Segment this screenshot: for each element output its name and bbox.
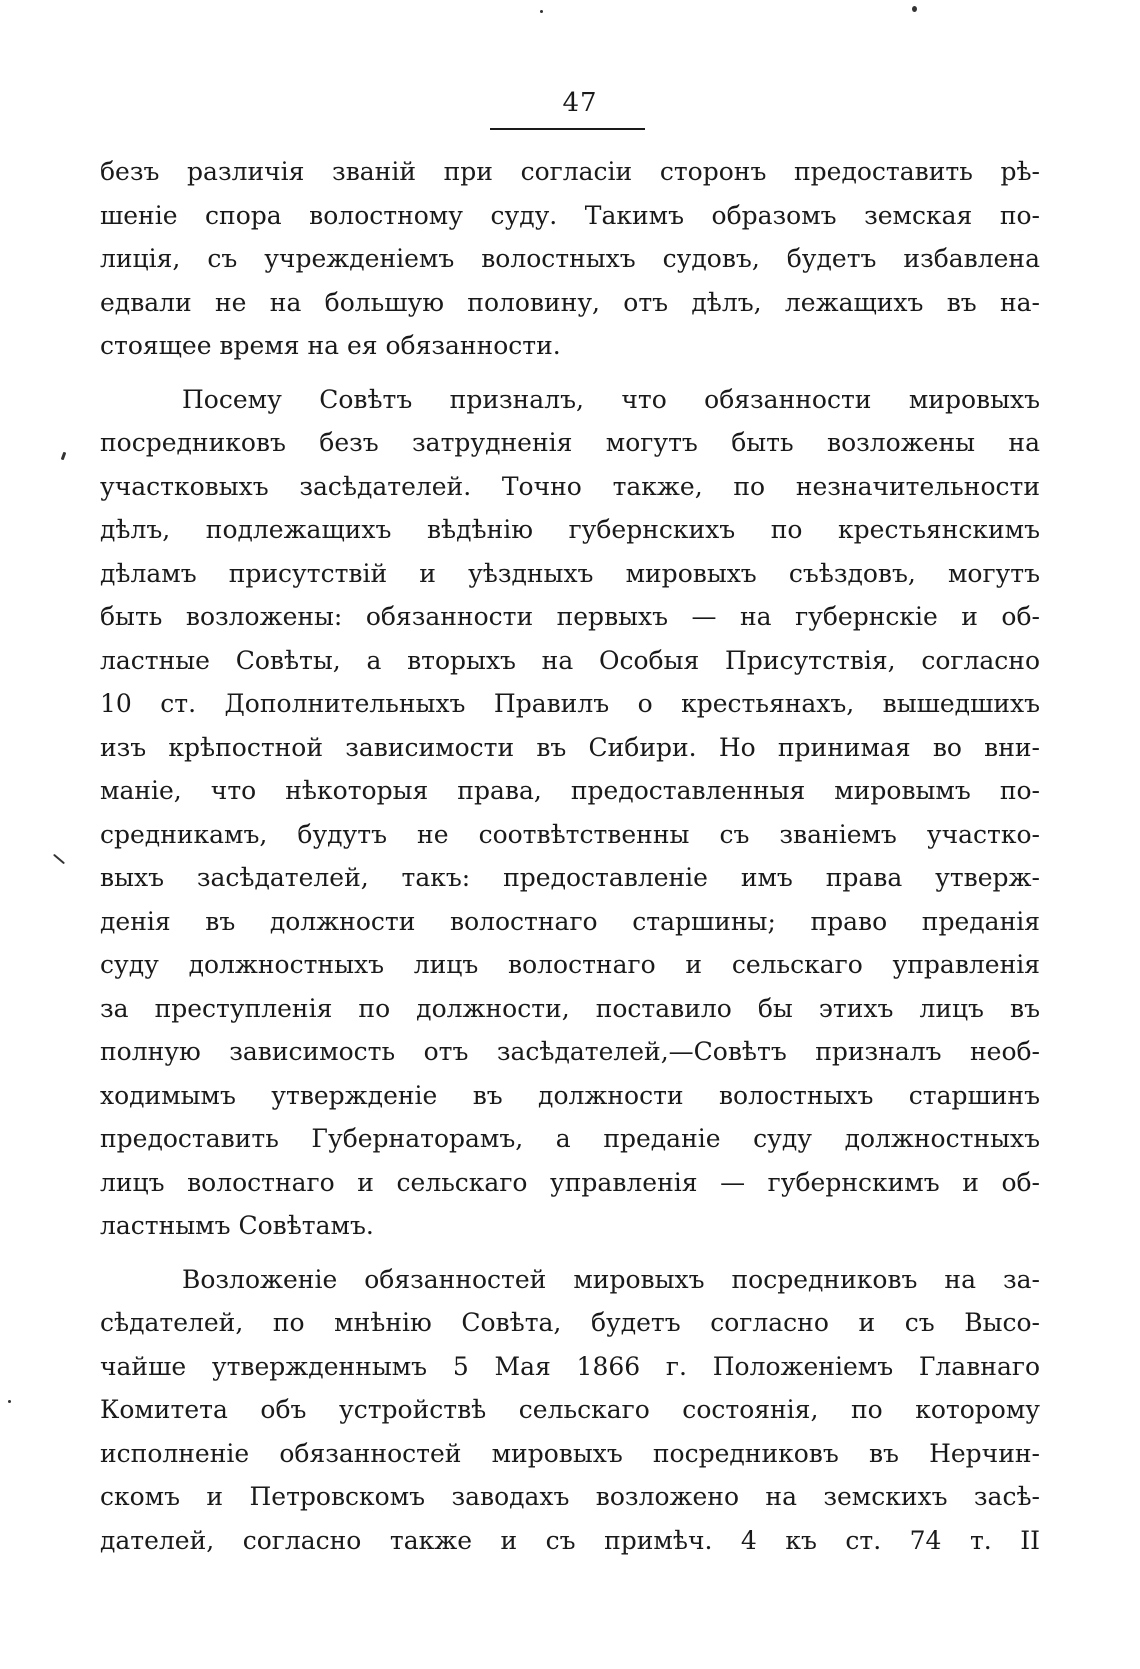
text-line: скомъ и Петровскомъ заводахъ возложено на земскихъ засѣ-: [100, 1482, 1040, 1511]
text-line: 10 ст. Дополнительныхъ Правилъ о крестьянахъ, вышедшихъ: [100, 689, 1040, 718]
text-line: дателей, согласно также и съ примѣч. 4 къ ст. 74 т. II: [100, 1525, 1040, 1555]
print-speck: [540, 10, 543, 13]
text-line: маніе, что нѣкоторыя права, предоставленныя мировымъ по-: [100, 776, 1040, 805]
text-line: стоящее время на ея обязанности.: [100, 331, 561, 360]
text-line: ходимымъ утвержденіе въ должности волостныхъ старшинъ: [100, 1080, 1040, 1110]
text-line: суду должностныхъ лицъ волостнаго и сельскаго управленія: [100, 950, 1040, 979]
paragraph: [100, 1258, 1040, 1563]
paragraph-gap: [100, 1248, 1040, 1258]
page-number: 47: [562, 88, 598, 118]
text-line: ластнымъ Совѣтамъ.: [100, 1211, 374, 1240]
text-line: ластные Совѣты, а вторыхъ на Особыя Присутствія, согласно: [100, 645, 1040, 675]
text-line: Возложеніе обязанностей мировыхъ посредниковъ на за-: [182, 1264, 1040, 1294]
text-line: шеніе спора волостному суду. Такимъ образомъ земская по-: [100, 200, 1040, 230]
text-line: сѣдателей, по мнѣнію Совѣта, будетъ согласно и съ Высо-: [100, 1308, 1040, 1337]
print-speck: [8, 1400, 11, 1403]
text-line: дѣлъ, подлежащихъ вѣдѣнію губернскихъ по крестьянскимъ: [100, 515, 1040, 544]
text-line: безъ различія званій при согласіи сторонъ предоставить рѣ-: [100, 157, 1040, 186]
print-speck: [912, 6, 917, 12]
text-line: посредниковъ безъ затрудненія могутъ быть возложены на: [100, 428, 1040, 457]
paragraph-gap: [100, 368, 1040, 378]
text-line: предоставить Губернаторамъ, а преданіе суду должностныхъ: [100, 1124, 1040, 1153]
text-line: за преступленія по должности, поставило бы этихъ лицъ въ: [100, 993, 1040, 1023]
text-line: средникамъ, будутъ не соотвѣтственны съ званіемъ участко-: [100, 819, 1040, 849]
text-line: дѣламъ присутствій и уѣздныхъ мировыхъ съѣздовъ, могутъ: [100, 558, 1040, 588]
text-line: едвали не на большую половину, отъ дѣлъ, лежащихъ въ на-: [100, 287, 1040, 317]
paragraph: [100, 150, 1040, 368]
text-line: денія въ должности волостнаго старшины; право преданія: [100, 906, 1040, 936]
print-speck: [53, 854, 65, 865]
text-line: выхъ засѣдателей, такъ: предоставленіе имъ права утверж-: [100, 863, 1040, 892]
text-line: лицъ волостнаго и сельскаго управленія — губернскимъ и об-: [100, 1167, 1040, 1197]
text-line: участковыхъ засѣдателей. Точно также, по незначительности: [100, 471, 1040, 501]
print-speck: [61, 452, 67, 461]
text-line: Посему Совѣтъ призналъ, что обязанности мировыхъ: [182, 384, 1040, 414]
text-line: изъ крѣпостной зависимости въ Сибири. Но принимая во вни-: [100, 732, 1040, 762]
text-line: быть возложены: обязанности первыхъ — на губернскіе и об-: [100, 602, 1040, 631]
body-text: [100, 150, 1040, 1562]
text-line: Комитета объ устройствѣ сельскаго состоянія, по которому: [100, 1395, 1040, 1424]
text-line: лицiя, съ учрежденiемъ волостныхъ судовъ, будетъ избавлена: [100, 244, 1040, 273]
text-line: чайше утвержденнымъ 5 Мая 1866 г. Положеніемъ Главнаго: [100, 1351, 1040, 1381]
text-line: полную зависимость отъ засѣдателей,—Совѣтъ призналъ необ-: [100, 1037, 1040, 1066]
text-line: исполненіе обязанностей мировыхъ посредниковъ въ Нерчин-: [100, 1438, 1040, 1468]
header-rule: [490, 128, 645, 130]
paragraph: [100, 378, 1040, 1248]
